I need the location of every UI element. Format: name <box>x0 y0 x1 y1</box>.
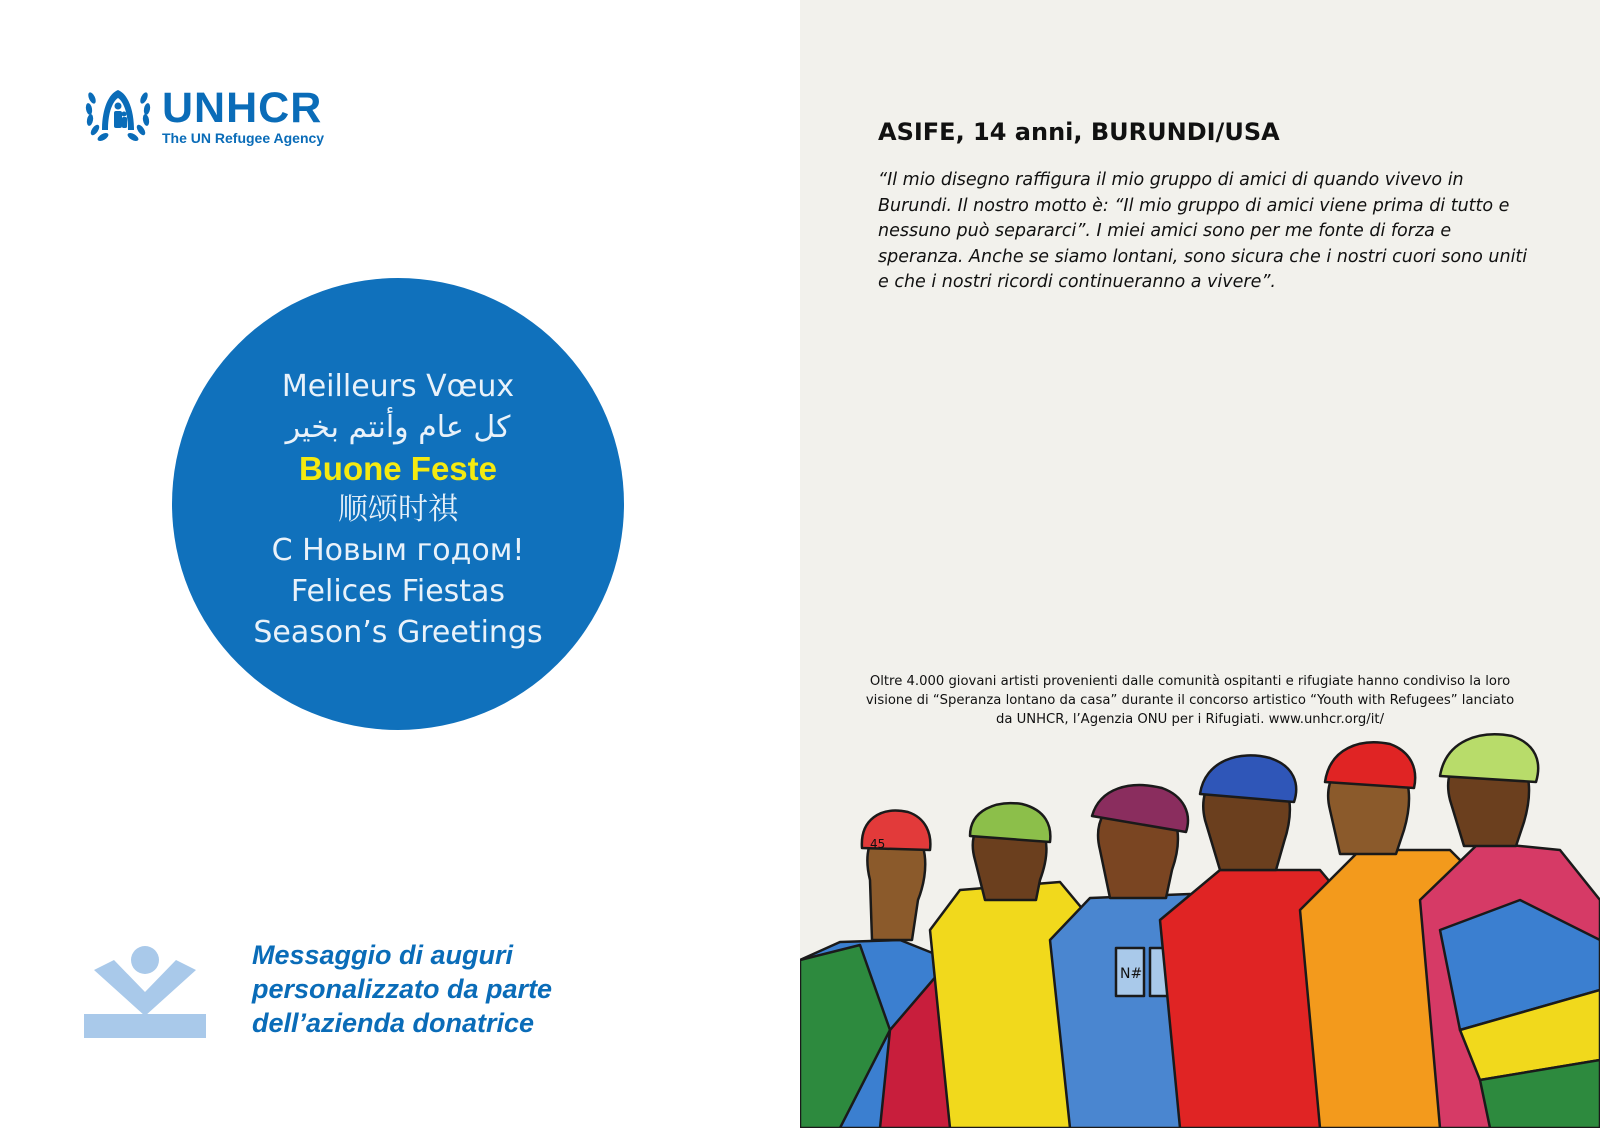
donor-message: Messaggio di auguri personalizzato da parte dell’azienda donatrice <box>252 940 553 1038</box>
greetings-circle <box>172 278 624 730</box>
artwork-quote: “Il mio disegno raffigura il mio gruppo di amici di quando vivevo in Burundi. Il nostro motto è: “Il mio gruppo di amici viene prima di tutto e nessuno può separarci”. I miei amici sono per me fonte di forza e speranza. Anche se siamo lontani, sono sicura che i nostri cuori sono uniti e che i nostri ricordi continueranno a vivere”. <box>878 170 1528 292</box>
greeting-line: كل عام وأنتم بخير <box>285 410 511 445</box>
shirt-text: N# <box>1120 966 1143 982</box>
logo-name: UNHCR <box>162 84 323 132</box>
artwork-title: ASIFE, 14 anni, BURUNDI/USA <box>878 118 1280 146</box>
unhcr-emblem-icon <box>82 84 154 146</box>
greeting-line: 顺颂时祺 <box>338 492 458 527</box>
cap-number: 45 <box>870 837 886 851</box>
unhcr-logo <box>82 84 352 146</box>
greeting-line: Season’s Greetings <box>253 615 543 650</box>
unhcr-wordmark <box>162 86 324 146</box>
greetings-list <box>172 366 624 653</box>
greeting-line: С Новым годом! <box>271 533 525 568</box>
friends-drawing-illustration <box>800 730 1600 1128</box>
contest-note: Oltre 4.000 giovani artisti provenienti dalle comunità ospitanti e rifugiate hanno condiviso la loro visione di “Speranza lontano da casa” durante il concorso artistico “Youth with Refugees” lanciato da UNHCR, l’Agenzia ONU per i Rifugiati. www.unhcr.org/it/ <box>865 674 1515 727</box>
greeting-line: Buone Feste <box>298 450 498 487</box>
donor-person-icon <box>84 944 206 1038</box>
greeting-line: Meilleurs Vœux <box>281 369 515 404</box>
greeting-line: Felices Fiestas <box>290 574 506 609</box>
logo-subtitle: The UN Refugee Agency <box>162 130 325 146</box>
